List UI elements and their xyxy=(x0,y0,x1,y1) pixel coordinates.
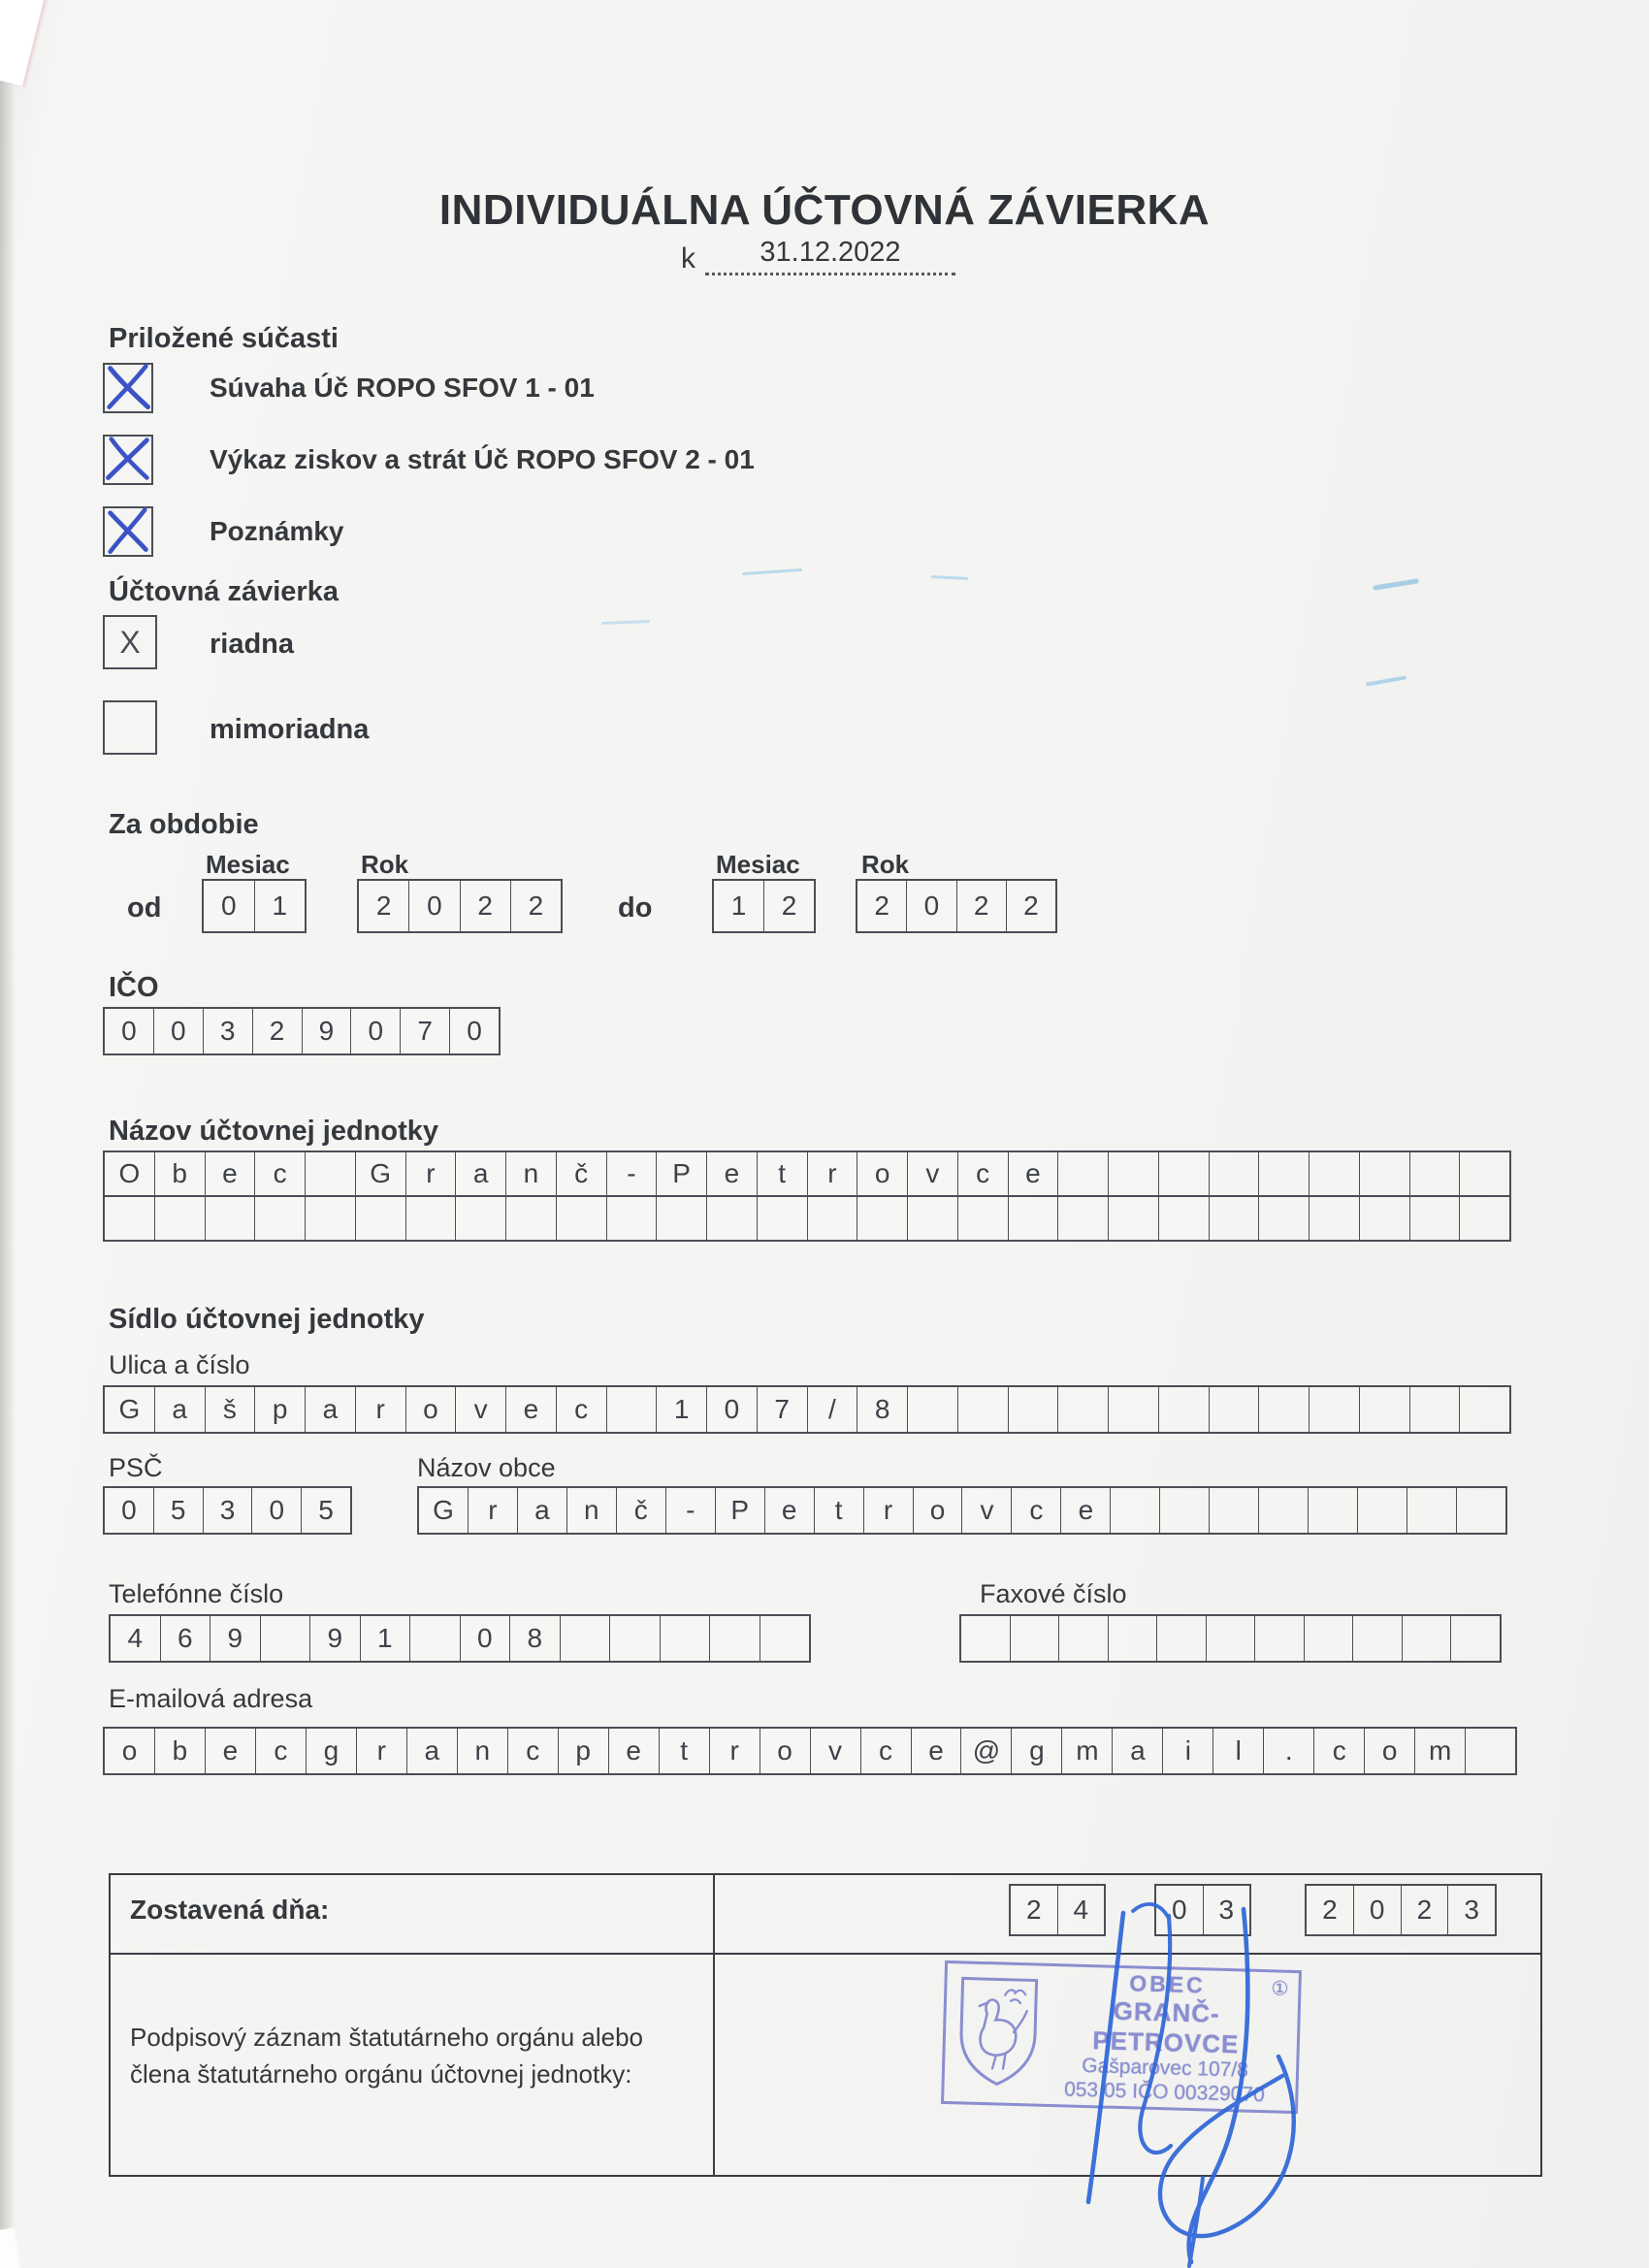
char-cell xyxy=(1156,1616,1206,1661)
char-cell xyxy=(656,1197,706,1240)
char-cell xyxy=(1209,1488,1258,1533)
street-label: Ulica a číslo xyxy=(109,1350,250,1379)
char-cell: 3 xyxy=(203,1009,252,1053)
char-cell: v xyxy=(907,1152,957,1195)
char-cell: c xyxy=(255,1729,306,1773)
char-cell xyxy=(260,1616,310,1661)
char-cell xyxy=(1108,1152,1158,1195)
char-cell xyxy=(1209,1152,1259,1195)
char-cell xyxy=(505,1197,556,1240)
printed-x-mark: X xyxy=(119,624,141,660)
char-cell: t xyxy=(659,1729,709,1773)
period-from-label: od xyxy=(127,892,162,923)
compiled-month-grid xyxy=(1154,1884,1251,1936)
char-cell xyxy=(105,1197,154,1240)
char-cell: t xyxy=(814,1488,863,1533)
char-cell: 1 xyxy=(730,891,747,921)
char-cell xyxy=(709,1616,760,1661)
char-cell: v xyxy=(810,1729,860,1773)
char-cell: l xyxy=(1212,1729,1263,1773)
pen-smudge xyxy=(742,568,802,575)
char-cell xyxy=(355,1197,405,1240)
attachment-label-suvaha: Súvaha Úč ROPO SFOV 1 - 01 xyxy=(210,373,595,403)
char-cell: v xyxy=(455,1387,505,1432)
char-cell xyxy=(1456,1488,1505,1533)
signature-caption-line1: Podpisový záznam štatutárneho orgánu alebo xyxy=(130,2023,644,2052)
char-cell: g xyxy=(1011,1729,1061,1773)
char-cell: 1 xyxy=(254,881,306,931)
char-cell: r xyxy=(468,1488,517,1533)
char-cell: m xyxy=(1061,1729,1112,1773)
char-cell: c xyxy=(556,1387,606,1432)
month-label-from: Mesiac xyxy=(206,850,290,879)
stamp-line3: Gašparovec 107/8 xyxy=(1082,2055,1249,2083)
month-label-to: Mesiac xyxy=(716,850,800,879)
checkbox-mimoriadna xyxy=(103,700,157,755)
checkbox-suvaha xyxy=(103,363,153,413)
pen-smudge xyxy=(601,620,650,625)
char-cell: 2 xyxy=(1006,881,1055,931)
char-cell xyxy=(1359,1387,1409,1432)
char-cell: 8 xyxy=(509,1616,560,1661)
handwritten-x-mark xyxy=(102,503,154,561)
char-cell: e xyxy=(205,1729,255,1773)
char-cell: i xyxy=(1162,1729,1212,1773)
char-cell xyxy=(1057,1197,1108,1240)
char-cell: o xyxy=(913,1488,962,1533)
char-cell: 2 xyxy=(375,891,392,921)
char-cell: t xyxy=(757,1152,807,1195)
phone-label: Telefónne číslo xyxy=(109,1579,284,1608)
char-cell: 0 xyxy=(460,1616,510,1661)
char-cell: e xyxy=(1008,1152,1058,1195)
char-cell xyxy=(1258,1152,1309,1195)
char-cell xyxy=(1057,1152,1108,1195)
char-cell xyxy=(1158,1197,1209,1240)
char-cell: e xyxy=(706,1152,757,1195)
fax-label: Faxové číslo xyxy=(980,1579,1127,1608)
char-cell: 2 xyxy=(1401,1886,1448,1934)
char-cell: 0 xyxy=(449,1009,499,1053)
char-cell: 0 xyxy=(408,881,459,931)
char-cell: r xyxy=(709,1729,760,1773)
char-cell: 6 xyxy=(160,1616,210,1661)
char-cell: v xyxy=(961,1488,1011,1533)
char-cell: P xyxy=(715,1488,764,1533)
attachment-label-poznamky: Poznámky xyxy=(210,516,344,546)
year-label-from: Rok xyxy=(361,850,409,879)
char-cell: e xyxy=(764,1488,814,1533)
compiled-year-grid xyxy=(1305,1884,1497,1936)
char-cell xyxy=(1010,1616,1059,1661)
char-cell xyxy=(1008,1197,1058,1240)
period-from-year-grid xyxy=(357,879,563,933)
char-cell xyxy=(907,1197,957,1240)
char-cell: b xyxy=(154,1152,205,1195)
section-heading-closure: Účtovná závierka xyxy=(109,576,339,607)
town-grid xyxy=(417,1486,1507,1535)
char-cell: 1 xyxy=(656,1387,706,1432)
char-cell xyxy=(961,1616,1010,1661)
char-cell: e xyxy=(1060,1488,1110,1533)
char-cell: 7 xyxy=(400,1009,449,1053)
char-cell: . xyxy=(1263,1729,1313,1773)
char-cell: 2 xyxy=(510,881,561,931)
char-cell: O xyxy=(118,1158,141,1188)
char-cell: r xyxy=(807,1152,857,1195)
table-divider-horizontal xyxy=(111,1953,1540,1955)
char-cell: 2 xyxy=(252,1009,302,1053)
pen-smudge xyxy=(1366,675,1406,686)
char-cell xyxy=(757,1197,807,1240)
report-date-line xyxy=(681,237,955,275)
char-cell: o xyxy=(405,1387,456,1432)
char-cell: r xyxy=(355,1387,405,1432)
char-cell xyxy=(1409,1197,1460,1240)
char-cell: 9 xyxy=(309,1616,360,1661)
stamp-line4: 053 05 IČO 00329070 xyxy=(1063,2078,1266,2107)
char-cell: 4 xyxy=(127,1623,144,1653)
char-cell xyxy=(857,1197,907,1240)
char-cell: n xyxy=(566,1488,616,1533)
stamp-text xyxy=(1041,1968,1291,2109)
stamp-badge: ① xyxy=(1271,1978,1289,2000)
page-title: INDIVIDUÁLNA ÚČTOVNÁ ZÁVIERKA xyxy=(438,186,1211,234)
char-cell: 9 xyxy=(210,1616,260,1661)
checkbox-riadna xyxy=(103,615,157,669)
char-cell xyxy=(1159,1488,1209,1533)
char-cell xyxy=(154,1197,205,1240)
checkbox-poznamky xyxy=(103,506,153,557)
char-cell xyxy=(409,1616,460,1661)
char-cell: c xyxy=(957,1152,1008,1195)
attachment-label-vykaz: Výkaz ziskov a strát Úč ROPO SFOV 2 - 01 xyxy=(210,444,755,474)
char-cell: o xyxy=(857,1152,907,1195)
period-to-month-grid xyxy=(712,879,816,933)
entity-name-grid-row1 xyxy=(103,1150,1511,1197)
char-cell xyxy=(1304,1616,1353,1661)
char-cell: č xyxy=(616,1488,665,1533)
char-cell: a xyxy=(455,1152,505,1195)
scan-edge-shadow xyxy=(0,0,16,2268)
char-cell xyxy=(1406,1488,1456,1533)
char-cell: G xyxy=(355,1152,405,1195)
char-cell xyxy=(1459,1197,1509,1240)
char-cell: 2 xyxy=(1025,1895,1042,1925)
char-cell xyxy=(1409,1152,1460,1195)
section-heading-attachments: Priložené súčasti xyxy=(109,323,339,354)
char-cell: @ xyxy=(960,1729,1011,1773)
year-label-to: Rok xyxy=(861,850,910,879)
char-cell: g xyxy=(306,1729,356,1773)
char-cell: r xyxy=(863,1488,913,1533)
char-cell: 2 xyxy=(460,881,510,931)
char-cell: e xyxy=(608,1729,659,1773)
char-cell: 0 xyxy=(1171,1895,1187,1925)
char-cell xyxy=(1309,1152,1359,1195)
period-to-year-grid xyxy=(856,879,1057,933)
entity-name-label: Názov účtovnej jednotky xyxy=(109,1116,439,1147)
char-cell: 1 xyxy=(360,1616,410,1661)
char-cell: 5 xyxy=(301,1488,350,1533)
char-cell: p xyxy=(558,1729,608,1773)
char-cell: 0 xyxy=(1353,1886,1401,1934)
char-cell: G xyxy=(433,1495,454,1525)
char-cell xyxy=(556,1197,606,1240)
char-cell: č xyxy=(556,1152,606,1195)
char-cell: 0 xyxy=(906,881,955,931)
char-cell xyxy=(606,1197,657,1240)
signature-caption-line2: člena štatutárneho orgánu účtovnej jednotky: xyxy=(130,2059,632,2089)
char-cell xyxy=(907,1387,957,1432)
char-cell: 5 xyxy=(153,1488,203,1533)
char-cell xyxy=(1258,1488,1308,1533)
char-cell xyxy=(1359,1152,1409,1195)
char-cell: 2 xyxy=(956,881,1006,931)
fax-grid xyxy=(959,1614,1502,1663)
char-cell xyxy=(1309,1387,1359,1432)
char-cell xyxy=(305,1197,355,1240)
char-cell xyxy=(1158,1387,1209,1432)
stamp-line2: GRANČ-PETROVCE xyxy=(1091,1995,1240,2059)
char-cell xyxy=(455,1197,505,1240)
char-cell: c xyxy=(1313,1729,1364,1773)
char-cell xyxy=(1110,1488,1159,1533)
char-cell xyxy=(1359,1197,1409,1240)
char-cell xyxy=(706,1197,757,1240)
char-cell: a xyxy=(1112,1729,1162,1773)
scan-corner-notch xyxy=(0,0,49,86)
char-cell: o xyxy=(121,1735,138,1766)
char-cell xyxy=(807,1197,857,1240)
char-cell: c xyxy=(860,1729,911,1773)
char-cell: o xyxy=(1364,1729,1414,1773)
char-cell xyxy=(405,1197,456,1240)
char-cell xyxy=(1158,1152,1209,1195)
char-cell xyxy=(1459,1387,1509,1432)
char-cell: 0 xyxy=(251,1488,301,1533)
char-cell xyxy=(1459,1152,1509,1195)
char-cell: / xyxy=(807,1387,857,1432)
period-from-month-grid xyxy=(202,879,307,933)
char-cell: - xyxy=(665,1488,715,1533)
char-cell: 0 xyxy=(706,1387,757,1432)
char-cell xyxy=(1402,1616,1451,1661)
char-cell xyxy=(606,1387,657,1432)
char-cell: e xyxy=(205,1152,255,1195)
char-cell xyxy=(305,1152,355,1195)
char-cell: 0 xyxy=(350,1009,400,1053)
ico-label: IČO xyxy=(109,972,159,1003)
char-cell: 2 xyxy=(763,881,814,931)
psc-grid xyxy=(103,1486,352,1535)
char-cell xyxy=(1258,1197,1309,1240)
char-cell: a xyxy=(305,1387,355,1432)
char-cell: p xyxy=(254,1387,305,1432)
coat-of-arms-icon xyxy=(952,1970,1045,2098)
char-cell: e xyxy=(505,1387,556,1432)
char-cell: r xyxy=(356,1729,406,1773)
char-cell: e xyxy=(911,1729,961,1773)
scan-corner-notch xyxy=(0,2228,20,2268)
char-cell xyxy=(1357,1488,1406,1533)
char-cell: 8 xyxy=(857,1387,907,1432)
town-label: Názov obce xyxy=(417,1453,556,1482)
char-cell: 3 xyxy=(1203,1886,1250,1934)
compiled-day-grid xyxy=(1009,1884,1106,1936)
stamp-line1: OBEC xyxy=(1128,1970,1207,1998)
char-cell: c xyxy=(1011,1488,1060,1533)
char-cell: P xyxy=(656,1152,706,1195)
psc-label: PSČ xyxy=(109,1453,163,1482)
char-cell: o xyxy=(760,1729,810,1773)
section-heading-address: Sídlo účtovnej jednotky xyxy=(109,1304,425,1335)
char-cell: c xyxy=(507,1729,558,1773)
char-cell: c xyxy=(254,1152,305,1195)
char-cell xyxy=(1108,1616,1157,1661)
char-cell: 4 xyxy=(1057,1886,1105,1934)
char-cell: a xyxy=(154,1387,205,1432)
char-cell: r xyxy=(405,1152,456,1195)
char-cell: 3 xyxy=(1447,1886,1495,1934)
char-cell xyxy=(1450,1616,1500,1661)
char-cell xyxy=(1108,1197,1158,1240)
handwritten-x-mark xyxy=(102,432,154,489)
char-cell xyxy=(1058,1616,1108,1661)
char-cell xyxy=(1258,1387,1309,1432)
char-cell xyxy=(1309,1197,1359,1240)
street-grid xyxy=(103,1385,1511,1434)
table-divider-vertical xyxy=(713,1875,715,2175)
char-cell: - xyxy=(606,1152,657,1195)
char-cell: 2 xyxy=(874,891,889,921)
char-cell xyxy=(560,1616,610,1661)
char-cell: m xyxy=(1414,1729,1465,1773)
char-cell: 2 xyxy=(1322,1895,1338,1925)
char-cell xyxy=(957,1387,1008,1432)
pen-smudge xyxy=(931,575,968,580)
char-cell: a xyxy=(406,1729,457,1773)
char-cell xyxy=(1057,1387,1108,1432)
char-cell: 0 xyxy=(153,1009,203,1053)
char-cell xyxy=(205,1197,255,1240)
char-cell: 0 xyxy=(121,1495,137,1525)
checkbox-vykaz xyxy=(103,435,153,485)
period-to-label: do xyxy=(618,892,653,923)
closure-label-mimoriadna: mimoriadna xyxy=(210,714,370,745)
compiled-date-label: Zostavená dňa: xyxy=(130,1895,330,1925)
char-cell: 9 xyxy=(302,1009,351,1053)
char-cell xyxy=(660,1616,710,1661)
char-cell xyxy=(609,1616,660,1661)
ico-grid xyxy=(103,1007,501,1055)
section-heading-period: Za obdobie xyxy=(109,809,259,840)
char-cell xyxy=(1108,1387,1158,1432)
char-cell xyxy=(760,1616,810,1661)
char-cell: 3 xyxy=(203,1488,252,1533)
char-cell: n xyxy=(505,1152,556,1195)
char-cell xyxy=(1352,1616,1402,1661)
char-cell: 7 xyxy=(757,1387,807,1432)
char-cell: b xyxy=(154,1729,205,1773)
char-cell: 0 xyxy=(220,891,237,921)
char-cell xyxy=(1254,1616,1304,1661)
entity-name-grid-row2 xyxy=(103,1195,1511,1242)
report-date-value: 31.12.2022 xyxy=(705,237,955,275)
char-cell xyxy=(254,1197,305,1240)
char-cell xyxy=(1308,1488,1357,1533)
closure-label-riadna: riadna xyxy=(210,629,295,660)
signature-caption xyxy=(130,2019,643,2092)
char-cell: š xyxy=(205,1387,255,1432)
char-cell: 0 xyxy=(121,1016,137,1046)
char-cell: a xyxy=(517,1488,566,1533)
date-prefix: k xyxy=(681,243,695,275)
char-cell: n xyxy=(457,1729,507,1773)
phone-grid xyxy=(109,1614,811,1663)
char-cell xyxy=(957,1197,1008,1240)
email-label: E-mailová adresa xyxy=(109,1684,313,1713)
municipal-stamp xyxy=(941,1960,1302,2114)
char-cell xyxy=(1209,1387,1259,1432)
char-cell xyxy=(1465,1729,1515,1773)
char-cell: G xyxy=(118,1394,141,1424)
char-cell xyxy=(1409,1387,1460,1432)
pen-smudge xyxy=(1373,578,1419,590)
handwritten-x-mark xyxy=(102,360,154,417)
email-grid xyxy=(103,1727,1517,1775)
char-cell xyxy=(1209,1197,1259,1240)
char-cell xyxy=(1206,1616,1255,1661)
char-cell xyxy=(1008,1387,1058,1432)
